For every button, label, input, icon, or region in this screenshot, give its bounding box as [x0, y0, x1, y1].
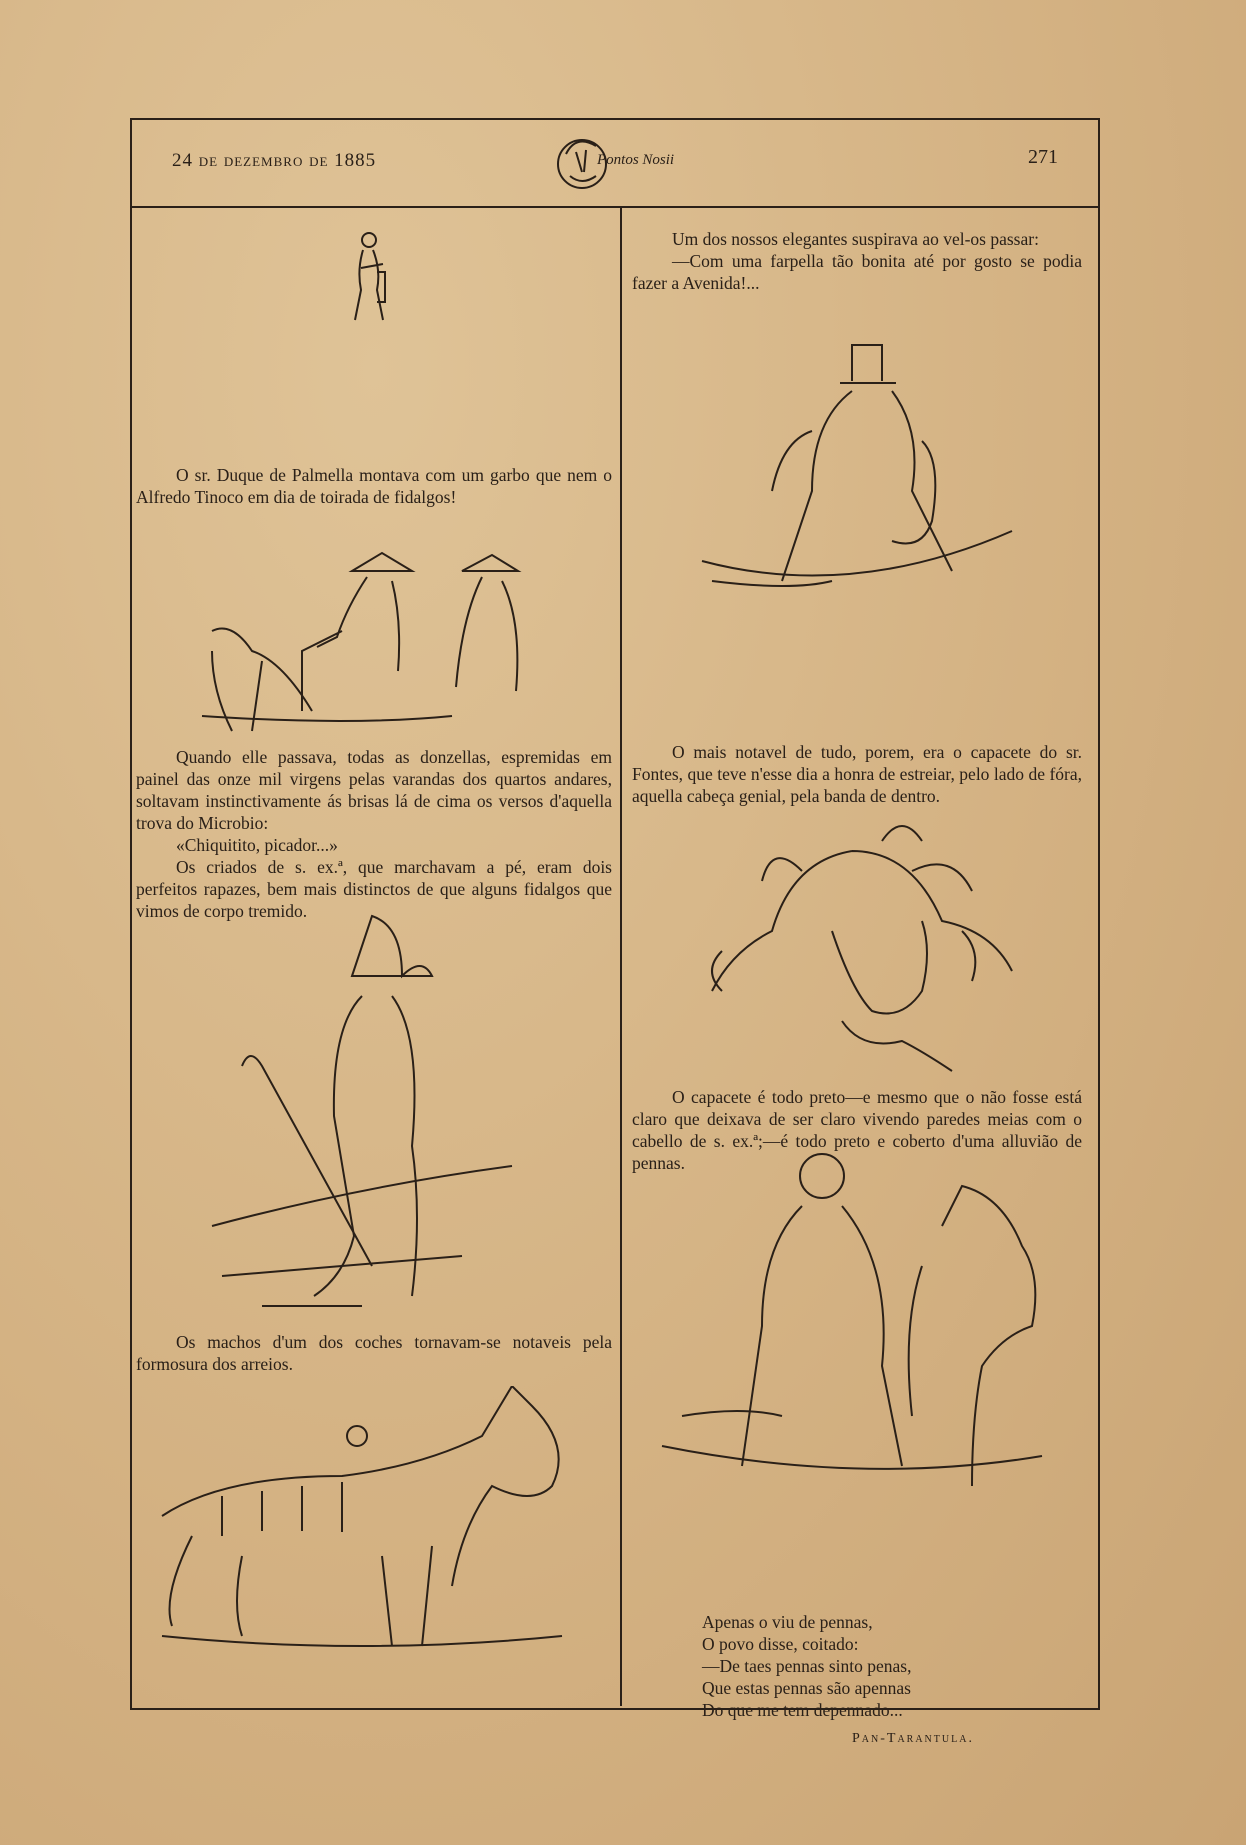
- small-rider-illustration: [347, 228, 397, 328]
- servant-with-whip-illustration: [182, 906, 602, 1326]
- feathered-helmet-illustration: [682, 811, 1042, 1081]
- closing-poem: [702, 1611, 1082, 1721]
- issue-date: 24 de dezembro de 1885: [172, 150, 377, 171]
- paragraph-capacete: O mais notavel de tudo, porem, era o capacete do sr. Fontes, que teve n'esse dia a honra de estreiar, pelo lado de fóra, aquella cabeça genial, pela banda de dentro.: [632, 742, 1082, 806]
- man-and-horse-illustration: [642, 1146, 1082, 1526]
- paragraph-duque: O sr. Duque de Palmella montava com um garbo que nem o Alfredo Tinoco em dia de toirada de fidalgos!: [136, 465, 612, 507]
- poem-line: O povo disse, coitado:: [702, 1634, 859, 1654]
- poem-line: Que estas pennas são apennas: [702, 1678, 911, 1698]
- page-frame: [130, 118, 1100, 1746]
- mule-with-harness-illustration: [142, 1386, 582, 1676]
- page-header: [132, 120, 1098, 208]
- masthead-title: Pontos Nosii: [597, 152, 675, 168]
- duque-on-horse-illustration: [192, 541, 562, 741]
- column-divider: [620, 206, 622, 1706]
- poem-line: Apenas o viu de pennas,: [702, 1612, 873, 1632]
- paragraph-capacete-preto: O capacete é todo preto—e mesmo que o não fosse está claro que deixava de ser claro vivendo paredes meias com o cabello de s. ex.ª;—é todo preto e coberto d'uma alluvião de pennas.: [632, 1087, 1082, 1173]
- page-number: 271: [1028, 146, 1058, 168]
- masthead-logo: [552, 124, 692, 202]
- paragraph-chiquitito: «Chiquitito, picador...»: [176, 835, 338, 855]
- poem-line: —De taes pennas sinto penas,: [702, 1656, 912, 1676]
- paragraph-machos: Os machos d'um dos coches tornavam-se notaveis pela formosura dos arreios.: [136, 1332, 612, 1374]
- top-hat-gentleman-illustration: [682, 331, 1022, 631]
- paragraph-criados: Os criados de s. ex.ª, que marchavam a pé, eram dois perfeitos rapazes, bem mais distinctos de que alguns fidalgos que vimos de corpo tremido.: [136, 857, 612, 921]
- poem-line: Do que me tem depennado...: [702, 1700, 903, 1720]
- paragraph-donzellas: Quando elle passava, todas as donzellas, espremidas em painel das onze mil virgens pelas varandas dos quartos andares, soltavam instinctivamente ás brisas lá de cima os versos d'aquella trova do Microbio:: [136, 747, 612, 833]
- paragraph-farpella: —Com uma farpella tão bonita até por gosto se podia fazer a Avenida!...: [632, 251, 1082, 293]
- paragraph-elegantes: Um dos nossos elegantes suspirava ao vel-os passar:: [672, 229, 1039, 249]
- author-signature: Pan-Tarantula.: [852, 1731, 974, 1746]
